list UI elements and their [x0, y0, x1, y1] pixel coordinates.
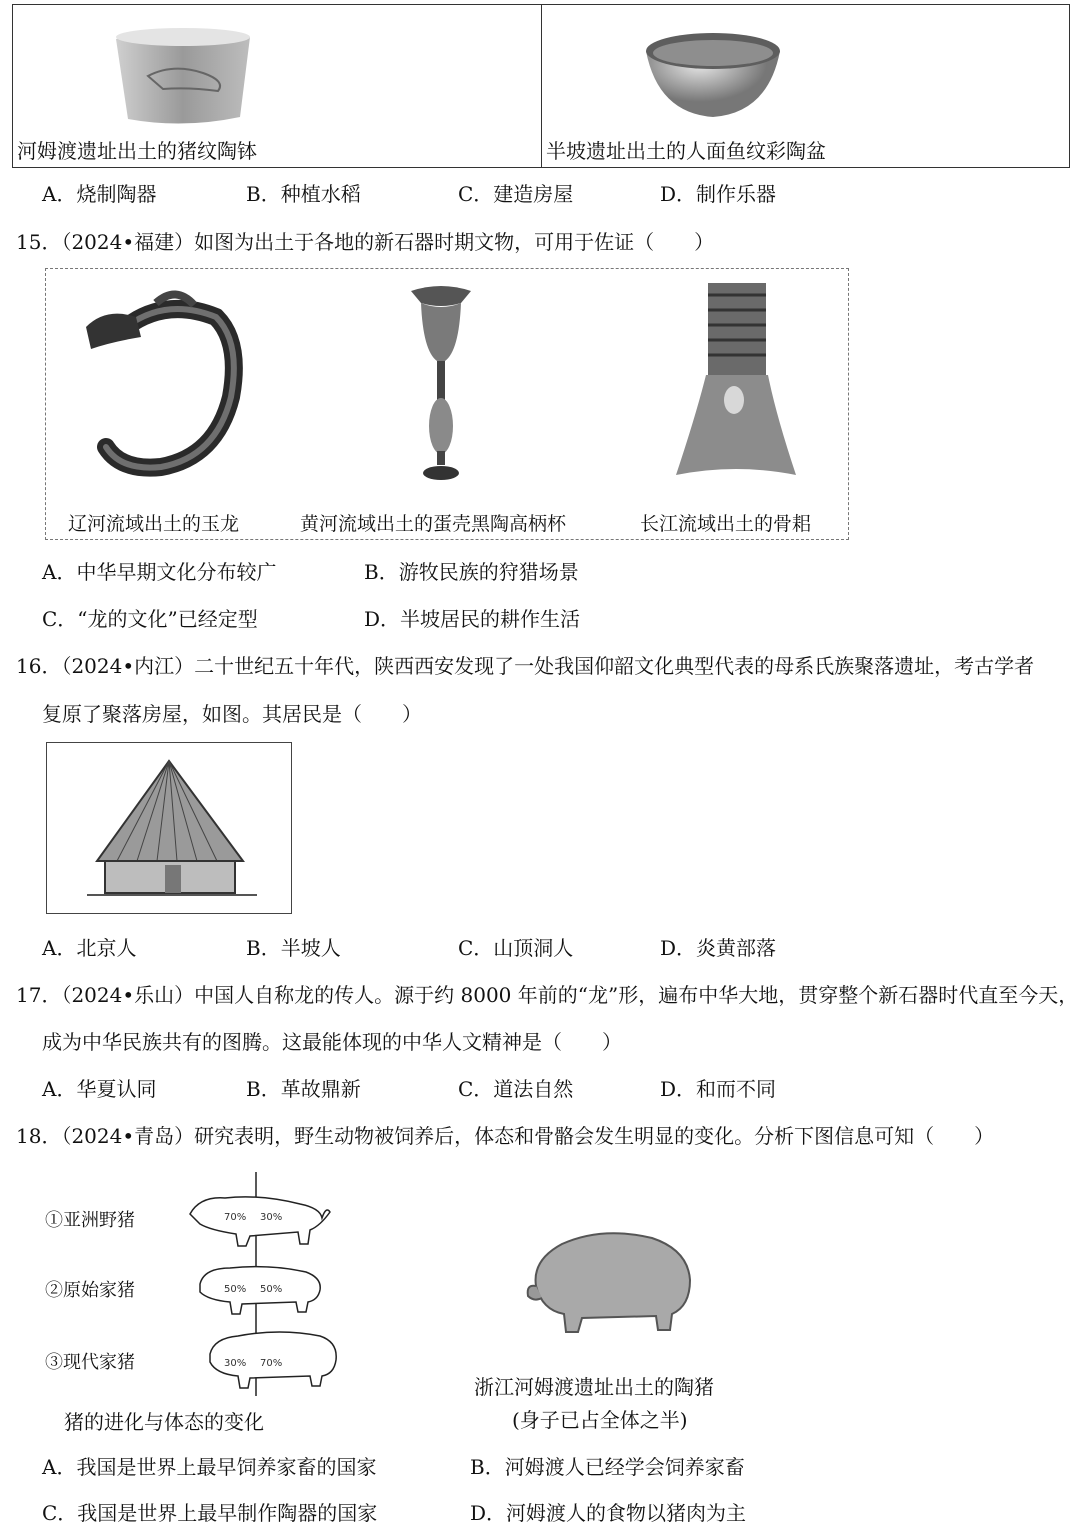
pig-evolution-diagram — [180, 1168, 350, 1400]
left-caption: 河姆渡遗址出土的猪纹陶钵 — [17, 139, 257, 163]
thatched-hut-image — [47, 743, 291, 913]
q17-stem-line2: 成为中华民族共有的图腾。这最能体现的中华人文精神是（ ） — [42, 1030, 622, 1054]
right-caption: 半坡遗址出土的人面鱼纹彩陶盆 — [546, 139, 826, 163]
q18-stem: 18．（2024•青岛）研究表明，野生动物被饲养后，体态和骨骼会发生明显的变化。分析下图信息可知（ ） — [16, 1124, 995, 1148]
artifact-table — [12, 4, 1070, 168]
pig-evolution-caption: 猪的进化与体态的变化 — [64, 1410, 264, 1434]
q15-option-d[interactable]: D．半坡居民的耕作生活 — [364, 607, 581, 631]
q16-option-b[interactable]: B．半坡人 — [246, 936, 341, 960]
modern-pig-label: ③现代家猪 — [45, 1352, 135, 1373]
primitive-pig-back-pct: 50% — [260, 1284, 283, 1295]
fish-face-basin-image — [638, 21, 788, 121]
jade-dragon-image — [66, 287, 256, 487]
modern-pig-front-pct: 30% — [224, 1358, 247, 1369]
q15-stem: 15．（2024•福建）如图为出土于各地的新石器时期文物，可用于佐证（ ） — [16, 230, 715, 254]
black-pottery-cup-image — [401, 281, 481, 491]
q14-option-d[interactable]: D．制作乐器 — [660, 182, 777, 206]
q17-option-a[interactable]: A．华夏认同 — [42, 1077, 157, 1101]
q15-option-a[interactable]: A．中华早期文化分布较广 — [42, 560, 277, 584]
wild-boar-label: ①亚洲野猪 — [45, 1210, 135, 1231]
q15-option-c[interactable]: C．“龙的文化”已经定型 — [42, 607, 258, 631]
q18-option-a[interactable]: A．我国是世界上最早饲养家畜的国家 — [42, 1455, 377, 1479]
q14-option-a[interactable]: A．烧制陶器 — [42, 182, 157, 206]
bone-spade-image — [666, 275, 806, 495]
q17-option-b[interactable]: B．革故鼎新 — [246, 1077, 361, 1101]
q14-option-c[interactable]: C．建造房屋 — [458, 182, 574, 206]
pottery-pig-caption-1: 浙江河姆渡遗址出土的陶猪 — [474, 1375, 714, 1399]
modern-pig-back-pct: 70% — [260, 1358, 283, 1369]
q16-option-d[interactable]: D．炎黄部落 — [660, 936, 777, 960]
q16-option-a[interactable]: A．北京人 — [42, 936, 137, 960]
wild-boar-back-pct: 30% — [260, 1212, 283, 1223]
q14-option-b[interactable]: B．种植水稻 — [246, 182, 361, 206]
wild-boar-front-pct: 70% — [224, 1212, 247, 1223]
q15-figure — [45, 268, 849, 540]
q18-option-b[interactable]: B．河姆渡人已经学会饲养家畜 — [470, 1455, 745, 1479]
q16-hut-figure — [46, 742, 292, 914]
q17-stem-line1: 17．（2024•乐山）中国人自称龙的传人。源于约 8000 年前的“龙”形，遍布中华大地，贯穿整个新石器时代直至今天， — [16, 983, 1079, 1007]
q16-stem-line1: 16．（2024•内江）二十世纪五十年代，陕西西安发现了一处我国仰韶文化典型代表的母系氏族聚落遗址，考古学者 — [16, 654, 1035, 678]
q15-option-b[interactable]: B．游牧民族的狩猎场景 — [364, 560, 579, 584]
q17-option-d[interactable]: D．和而不同 — [660, 1077, 777, 1101]
black-pottery-cup-label: 黄河流域出土的蛋壳黑陶高柄杯 — [300, 513, 567, 535]
q16-stem-line2: 复原了聚落房屋，如图。其居民是（ ） — [42, 702, 422, 726]
pig-pattern-bowl-image — [108, 21, 258, 131]
bone-spade-label: 长江流域出土的骨耜 — [640, 513, 812, 535]
pottery-pig-caption-2: (身子已占全体之半) — [512, 1408, 688, 1432]
q18-option-c[interactable]: C．我国是世界上最早制作陶器的国家 — [42, 1501, 378, 1525]
primitive-pig-front-pct: 50% — [224, 1284, 247, 1295]
primitive-pig-label: ②原始家猪 — [45, 1280, 135, 1301]
table-divider — [541, 5, 542, 167]
q16-option-c[interactable]: C．山顶洞人 — [458, 936, 574, 960]
q18-option-d[interactable]: D．河姆渡人的食物以猪肉为主 — [470, 1501, 747, 1525]
pottery-pig-image — [522, 1220, 702, 1340]
q17-option-c[interactable]: C．道法自然 — [458, 1077, 574, 1101]
jade-dragon-label: 辽河流域出土的玉龙 — [68, 513, 240, 535]
